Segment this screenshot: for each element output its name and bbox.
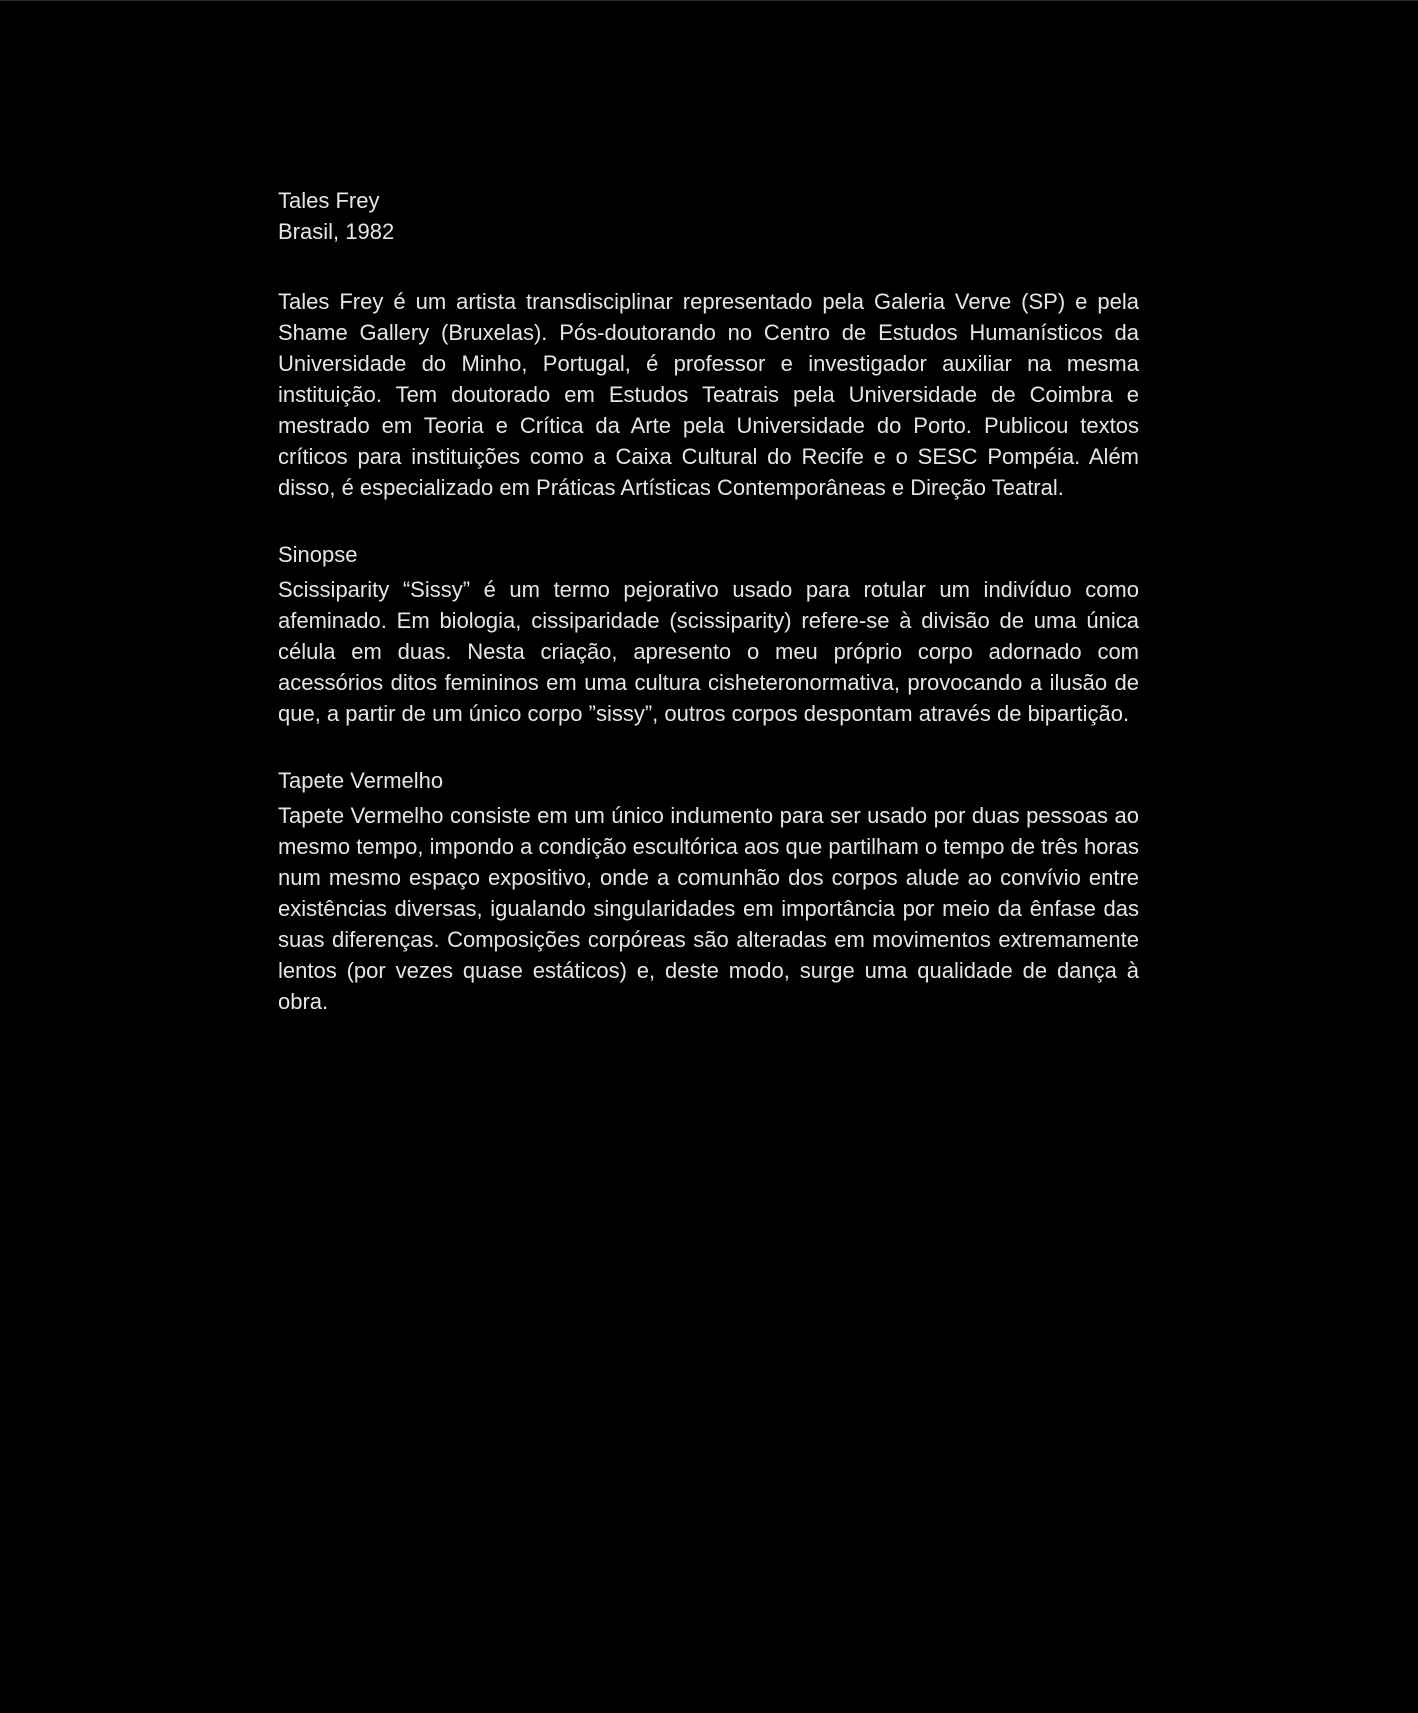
artist-bio: Tales Frey é um artista transdisciplinar representado pela Galeria Verve (SP) e pela Shame Gallery (Bruxelas). Pós-doutorando no Centro de Estudos Humanísticos da Universidade do Minho, Portugal, é professor e investigador auxiliar na mesma instituição. Tem doutorado em Estudos Teatrais pela Universidade de Coimbra e mestrado em Teoria e Crítica da Arte pela Universidade do Porto. Publicou textos críticos para instituições como a Caixa Cultural do Recife e o SESC Pompéia. Além disso, é especializado em Práticas Artísticas Contemporâneas e Direção Teatral.: [278, 289, 1139, 500]
section-text-tapete-vermelho: Tapete Vermelho consiste em um único indumento para ser usado por duas pessoas ao mesmo tempo, impondo a condição escultórica aos que partilham o tempo de três horas num mesmo espaço expositivo, onde a comunhão dos corpos alude ao convívio entre existências diversas, igualando singularidades em importância por meio da ênfase das suas diferenças. Composições corpóreas são alteradas em movimentos extremamente lentos (por vezes quase estáticos) e, deste modo, surge uma qualidade de dança à obra.: [278, 803, 1139, 1014]
artist-header: [278, 185, 1139, 247]
section-title-tapete-vermelho: Tapete Vermelho: [278, 768, 444, 793]
section-sinopse: [278, 539, 1139, 729]
section-text-sinopse: Scissiparity “Sissy” é um termo pejorativo usado para rotular um indivíduo como afeminado. Em biologia, cissiparidade (scissiparity) refere-se à divisão de uma única célula em duas. Nesta criação, apresento o meu próprio corpo adornado com acessórios ditos femininos em uma cultura cisheteronormativa, provocando a ilusão de que, a partir de um único corpo ”sissy”, outros corpos despontam através de bipartição.: [278, 577, 1139, 726]
section-tapete-vermelho: [278, 765, 1139, 1017]
artist-origin: Brasil, 1982: [278, 219, 395, 244]
artist-name: Tales Frey: [278, 188, 380, 213]
section-title-sinopse: Sinopse: [278, 542, 358, 567]
document-content: [278, 185, 1139, 1017]
